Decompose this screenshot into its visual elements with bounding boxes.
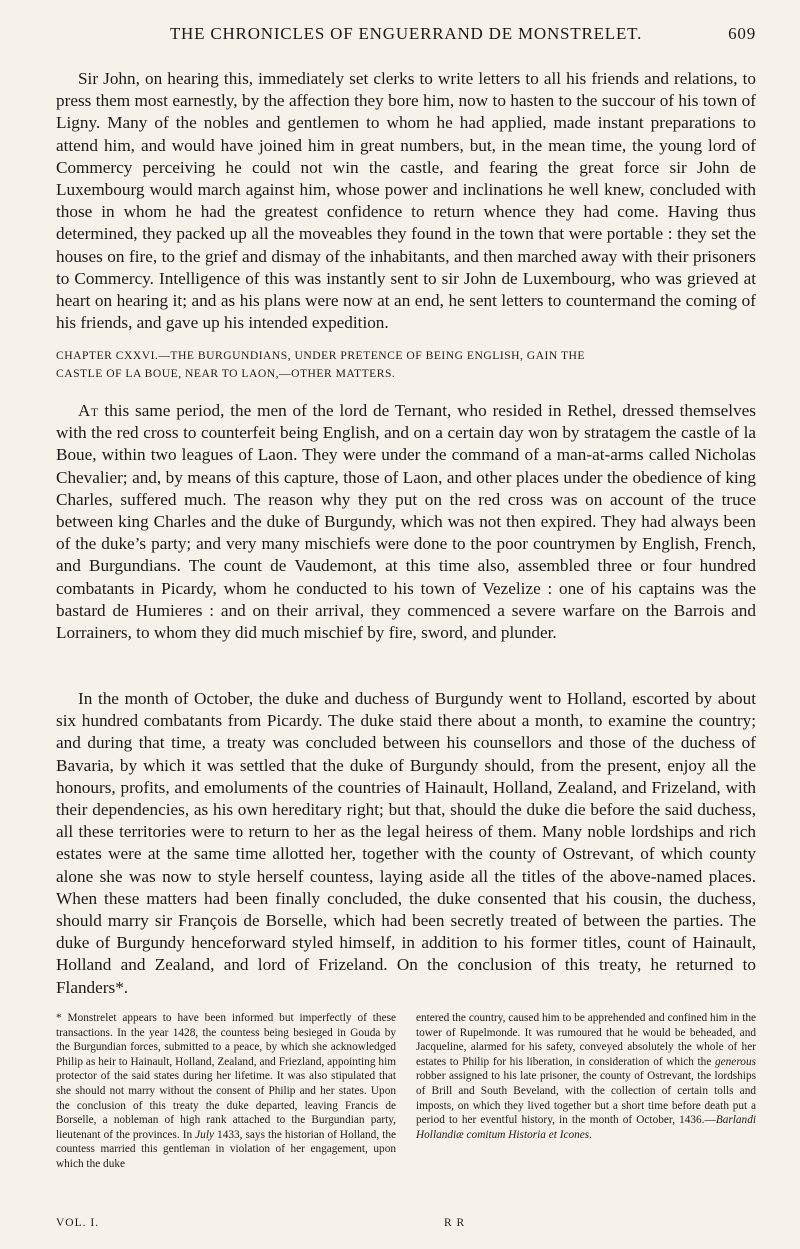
chapter-heading-line1: CHAPTER CXXVI.—THE BURGUNDIANS, UNDER PRETENCE OF BEING ENGLISH, GAIN THE (56, 349, 586, 362)
volume-mark: VOL. I. (56, 1217, 100, 1229)
footnote-right-column (416, 1011, 756, 1172)
footnote-left-text-b: 1433, says the historian of Holland, the countess married this gentleman in violation of her engagement, upon which the duke (56, 1128, 396, 1170)
paragraph-lead-word: At (78, 401, 99, 420)
paragraph-ligny: Sir John, on hearing this, immediately set clerks to write letters to all his friends and relations, to press them most earnestly, by the affection they bore him, now to hasten to the succour of his town of Ligny. Many of the nobles and gentlemen to whom he had applied, made instant preparations to attend him, and would have joined him in great numbers, but, in the mean time, the young lord of Commercy perceiving he could not win the castle, and fearing the great force sir John de Luxembourg would march against him, whose power and inclinations he well knew, concluded with those in whom he had the greatest confidence to return whence they had come. Having thus determined, they packed up all the moveables they found in the town that were portable : they set the houses on fire, to the grief and dismay of the inhabitants, and then marched away with their prisoners to Commercy. Intelligence of this was instantly sent to sir John de Luxembourg, who was grieved at heart on hearing it; and as his plans were now at an end, he sent letters to countermand the coming of his friends, and gave up his intended expedition. (56, 69, 756, 333)
footnote-right-text-b: robber assigned to his late prisoner, the county of Ostrevant, the lordships of Brill and South Beveland, with the collection of certain tolls and imposts, on which they lived together but a short time before death put a period to her eventful history, in the month of October, 1436.— (416, 1070, 756, 1127)
paragraph-la-boue-text: this same period, the men of the lord de Ternant, who resided in Rethel, dressed themselves with the red cross to counterfeit being English, and on a certain day won by stratagem the castle of la Boue, within two leagues of Laon. They were under the command of a man-at-arms called Nicholas Chevalier; and, by means of this capture, those of Laon, and other places under the obedience of king Charles, suffered much. The reason why they put on the red cross was on account of the truce between king Charles and the duke of Burgundy, which was not then expired. They had always been of the duke’s party; and very many mischiefs were done to the poor countrymen by English, French, and Burgundians. The count de Vaudemont, at this time also, assembled three or four hundred combatants in Picardy, whom he conducted to his town of Vezelize : one of his captains was the bastard de Humieres : and on their arrival, they commenced a severe warfare on the Barrois and Lorrainers, to whom they did much mischief by fire, sword, and plunder. (56, 401, 756, 643)
chapter-heading-line2: CASTLE OF LA BOUE, NEAR TO LAON,—OTHER MATTERS. (56, 367, 396, 380)
footnote-left-column (56, 1011, 396, 1172)
footnote (56, 1011, 756, 1172)
footnote-right-text-a: entered the country, caused him to be apprehended and confined him in the tower of Rupelmonde. It was rumoured that he would be beheaded, and Jacqueline, alarmed for his safety, conveyed absolutely the whole of her estates to Philip for his liberation, in consideration of which the (416, 1012, 756, 1068)
footnote-citation: Barlandi Hollandiæ comitum Historia et Icones. (416, 1114, 756, 1141)
chapter-heading (56, 347, 756, 383)
footnote-left-text-a: * Monstrelet appears to have been informed but imperfectly of these transactions. In the year 1428, the countess being besieged in Gouda by the Burgundian forces, submitted to a peace, by which she acknowledged Philip as heir to Hainault, Holland, Zealand, and Friezland, appointing him protector of the said states during her lifetime. It was also stipulated that she should not marry without the consent of Philip and her states. Upon the conclusion of this treaty the duke departed, leaving Francis de Borselle, a nobleman of high rank attached to the Burgundian party, lieutenant of the provinces. In (56, 1012, 396, 1141)
running-header (56, 24, 756, 46)
paragraph-holland-treaty: In the month of October, the duke and duchess of Burgundy went to Holland, escorted by about six hundred combatants from Picardy. The duke staid there about a month, to examine the country; and during that time, a treaty was concluded between his counsellors and those of the duchess of Bavaria, by which it was settled that the duke of Burgundy should, from the present, enjoy all the honours, profits, and emoluments of the countries of Hainault, Holland, Zealand, and Frizeland, with their dependencies, as his own hereditary right; but that, should the duke die before the said duchess, all these territories were to return to her as the legal heiress of them. Many noble lordships and rich estates were at the same time allotted her, together with the county of Ostrevant, of which county alone she was now to style herself countess, laying aside all the titles of the above-named places. When these matters had been finally concluded, the duke consented that his cousin, the duchess, should marry sir François de Borselle, which had been secretly treated of between the parties. The duke of Burgundy henceforward styled himself, in addition to his former titles, count of Hainault, Holland and Zealand, and lord of Frizeland. On the conclusion of this treaty, he returned to Flanders*. (56, 689, 756, 997)
running-title: THE CHRONICLES OF ENGUERRAND DE MONSTRELET. (169, 24, 643, 43)
signature-mark: R R (444, 1217, 466, 1229)
page-number: 609 (728, 24, 756, 43)
footnote-generous: generous (715, 1055, 756, 1068)
footnote-month: July (195, 1128, 214, 1141)
paragraph-la-boue (56, 400, 756, 644)
